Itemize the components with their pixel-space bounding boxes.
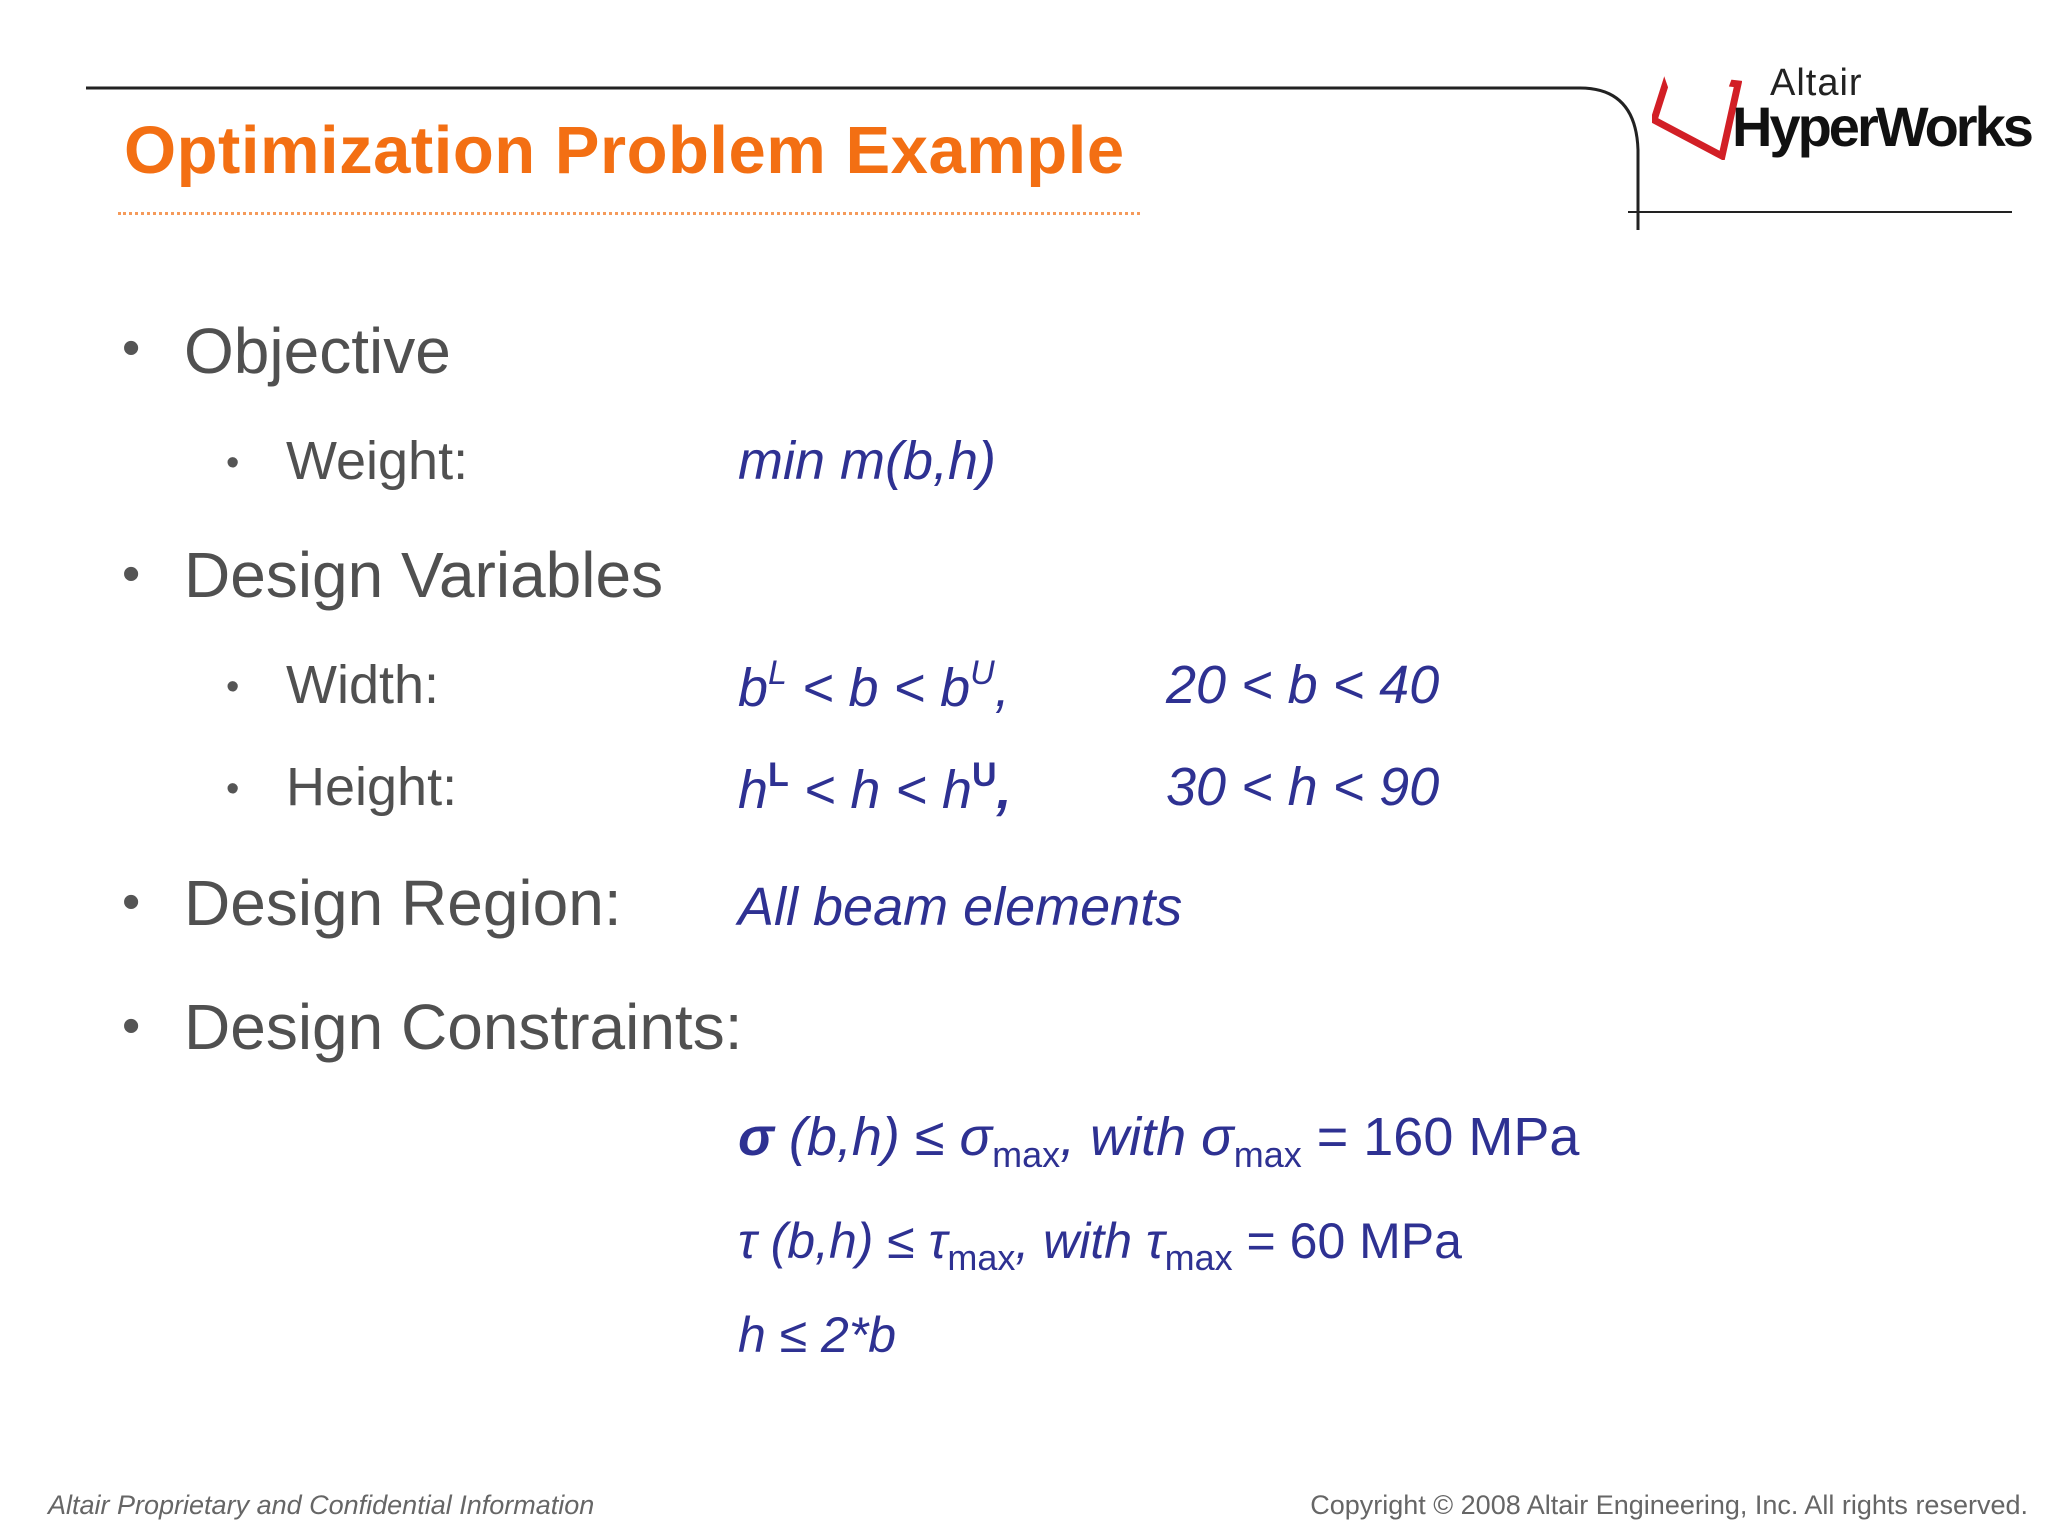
height-range-expression: 30 < h < 90 [1166, 757, 1440, 817]
width-bounds-expression: $b^L < b < b^U$, [738, 654, 1010, 718]
height-label: Height: [286, 757, 458, 817]
sub-bullet-dot: • [226, 768, 240, 810]
weight-label: Weight: [286, 431, 469, 491]
width-label: Width: [286, 655, 440, 715]
footer-copyright: Copyright © 2008 Altair Engineering, Inc. All rights reserved. [1310, 1490, 2028, 1520]
bullet-dot: • [122, 873, 141, 931]
bullet-dot: • [122, 997, 141, 1055]
slide-title: Optimization Problem Example [124, 113, 1125, 188]
bullet-dot: • [122, 319, 141, 377]
design-region-value: All beam elements [738, 877, 1183, 937]
sub-bullet-dot: • [226, 666, 240, 708]
height-bounds-expression: $h^L < h < h^U$, [738, 756, 1012, 820]
sub-bullet-dot: • [226, 442, 240, 484]
design-variables-heading: Design Variables [184, 539, 664, 611]
weight-expression: min m(b,h) [738, 431, 997, 491]
bullet-dot: • [122, 545, 141, 603]
logo-mark-icon [1652, 60, 1742, 160]
width-range-expression: 20 < b < 40 [1166, 655, 1440, 715]
design-constraints-heading: Design Constraints: [184, 991, 743, 1063]
objective-heading: Objective [184, 315, 451, 387]
footer-confidential: Altair Proprietary and Confidential Information [48, 1490, 595, 1520]
design-region-heading: Design Region: [184, 867, 622, 939]
logo-hyperworks-text: HyperWorks [1732, 95, 2031, 158]
stress-constraint: σ $(b,h) \le \sigma_{max}$, with $\sigma_{max} = 160$ MPa [738, 1107, 1580, 1175]
height-width-constraint: h ≤ 2*b [738, 1307, 897, 1363]
logo-altair-text: Altair [1770, 62, 1863, 104]
altair-hyperworks-logo [1652, 60, 2031, 170]
shear-constraint: τ $(b,h) \le \tau_{max}$, with $\tau_{max} = 60$ MPa [738, 1213, 1462, 1278]
title-underline [118, 212, 1140, 215]
